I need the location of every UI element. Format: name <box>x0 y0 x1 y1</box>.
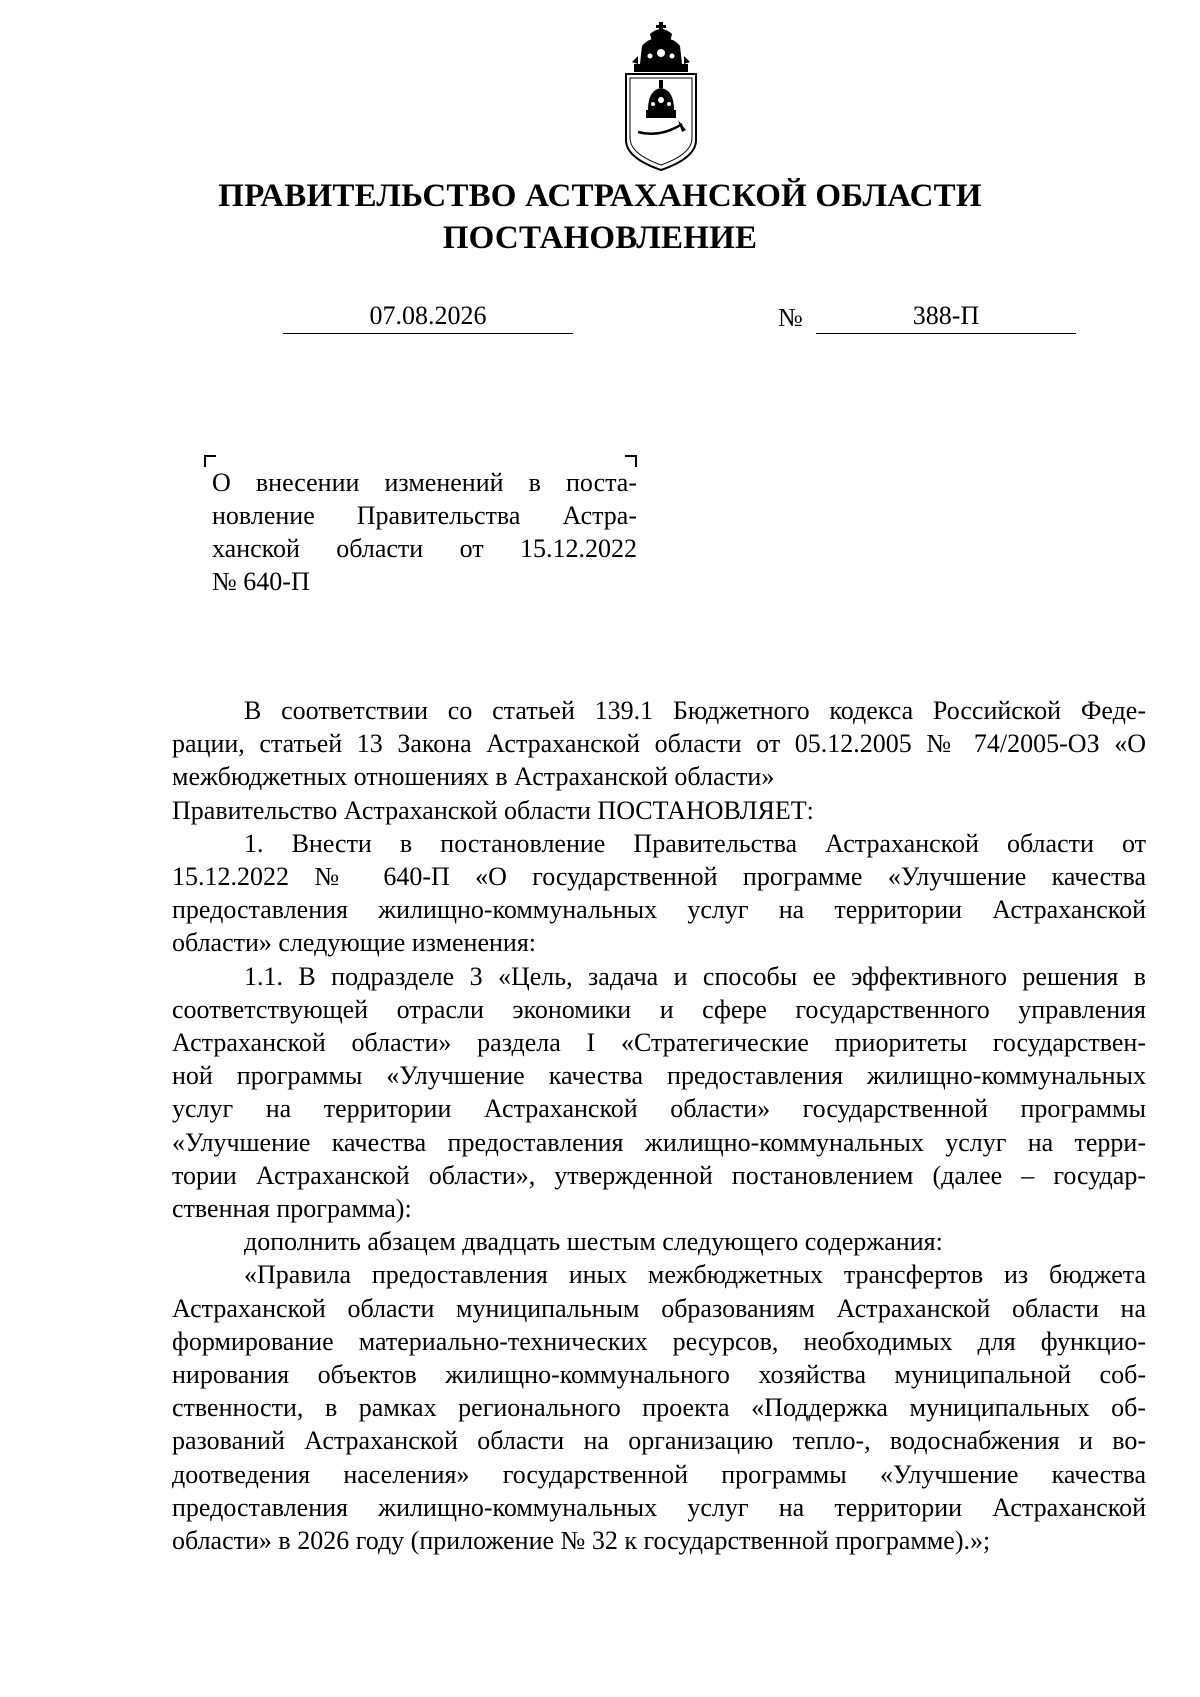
body-line: услуг на территории Астраханской области» государственной программы <box>172 1094 1146 1124</box>
body-line: В соответствии со статьей 139.1 Бюджетного кодекса Российской Феде- <box>244 696 1146 725</box>
body-line: предоставления жилищно-коммунальных услуг на территории Астраханской <box>172 895 1146 925</box>
body-line: области» следующие изменения: <box>172 928 537 958</box>
document-date: 07.08.2026 <box>283 300 573 334</box>
body-line: соответствующей отрасли экономики и сфере государственного управления <box>172 994 1146 1024</box>
body-line: Астраханской области» раздела I «Стратегические приоритеты государствен- <box>172 1028 1146 1058</box>
body-line: дополнить абзацем двадцать шестым следующего содержания: <box>244 1227 943 1257</box>
number-label: № <box>778 303 803 332</box>
body-line: разований Астраханской области на организацию тепло-, водоснабжения и во- <box>172 1426 1146 1456</box>
body-line: формирование материально-технических ресурсов, необходимых для функцио- <box>172 1326 1146 1356</box>
subject-line: О внесении изменений в поста- <box>212 468 637 497</box>
subject-line: новление Правительства Астра- <box>212 501 637 530</box>
body-line: ственности, в рамках регионального проекта «Поддержка муниципальных об- <box>172 1393 1146 1423</box>
organization-title: ПРАВИТЕЛЬСТВО АСТРАХАНСКОЙ ОБЛАСТИ <box>218 178 982 214</box>
body-line: ной программы «Улучшение качества предоставления жилищно-коммунальных <box>172 1061 1146 1091</box>
body-line: Правительство Астраханской области ПОСТАНОВЛЯЕТ: <box>172 795 814 825</box>
document-body <box>172 694 1146 1557</box>
subject-line: № 640-П <box>212 567 310 596</box>
body-line: рации, статьей 13 Закона Астраханской области от 05.12.2005 № 74/2005-ОЗ «О <box>172 729 1146 759</box>
body-line: области» в 2026 году (приложение № 32 к государственной программе).»; <box>172 1526 991 1556</box>
body-line: 1.1. В подразделе 3 «Цель, задача и способы ее эффективного решения в <box>244 961 1146 991</box>
body-line: нирования объектов жилищно-коммунального хозяйства муниципальной соб- <box>172 1360 1146 1390</box>
body-line: межбюджетных отношениях в Астраханской области» <box>172 762 775 792</box>
subject-line: ханской области от 15.12.2022 <box>212 534 637 563</box>
body-line: доотведения населения» государственной программы «Улучшение качества <box>172 1459 1146 1489</box>
body-line: «Правила предоставления иных межбюджетных трансфертов из бюджета <box>244 1260 1146 1290</box>
body-line: 15.12.2022 № 640-П «О государственной программе «Улучшение качества <box>172 862 1146 892</box>
body-line: тории Астраханской области», утвержденной постановлением (далее – государ- <box>172 1160 1146 1190</box>
body-line: «Улучшение качества предоставления жилищно-коммунальных услуг на терри- <box>172 1127 1146 1157</box>
coat-of-arms-emblem <box>620 20 702 172</box>
document-subject <box>212 466 637 598</box>
body-line: 1. Внести в постановление Правительства Астраханской области от <box>244 828 1146 858</box>
body-line: Астраханской области муниципальным образованиям Астраханской области на <box>172 1293 1146 1323</box>
document-number: 388-П <box>816 300 1076 334</box>
body-line: предоставления жилищно-коммунальных услуг на территории Астраханской <box>172 1492 1146 1522</box>
document-type: ПОСТАНОВЛЕНИЕ <box>442 220 758 256</box>
body-line: ственная программа): <box>172 1194 412 1224</box>
